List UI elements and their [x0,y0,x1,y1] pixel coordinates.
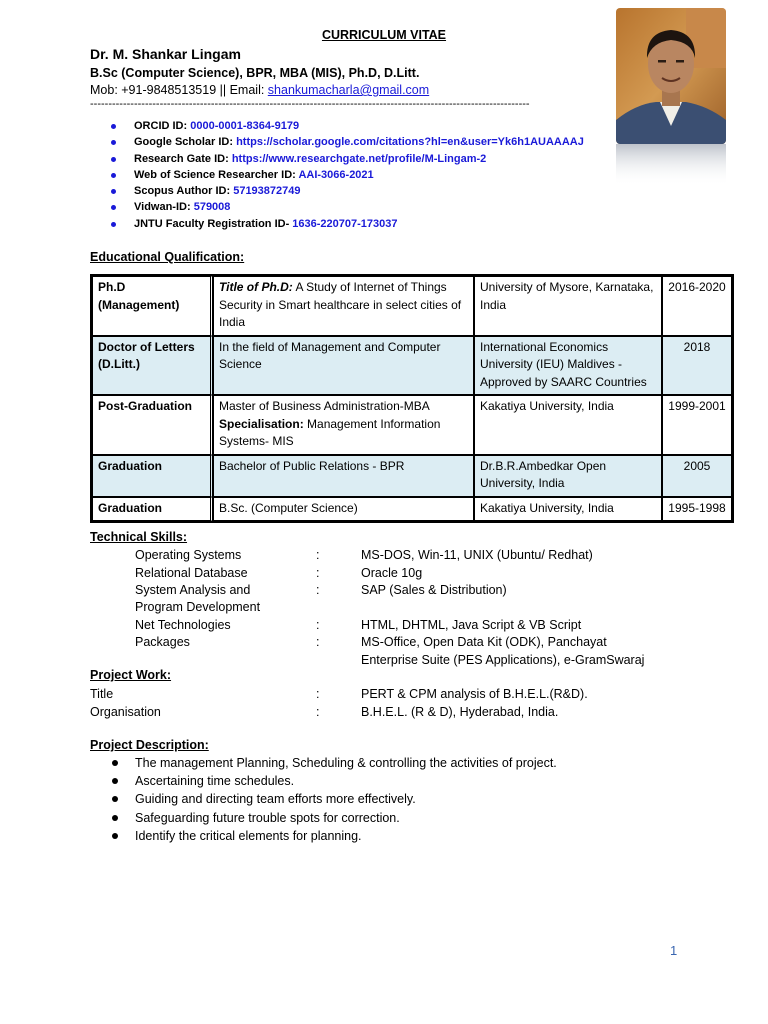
list-item [112,754,557,772]
research-id-item [134,216,584,232]
bullet-icon [112,796,118,802]
id-value[interactable]: https://www.researchgate.net/profile/M-Lingam-2 [231,152,487,165]
degree-cell: Doctor of Letters (D.Litt.) [92,336,213,396]
id-label: JNTU Faculty Registration ID- [134,217,293,230]
project-label: Organisation [90,705,161,719]
years-cell: 2016-2020 [662,276,732,336]
bullet-icon [111,189,116,194]
bullet-icon [111,140,116,145]
skill-value: MS-DOS, Win-11, UNIX (Ubuntu/ Redhat) [361,548,593,562]
email-link[interactable]: shankumacharla@gmail.com [267,83,430,97]
list-item [112,809,557,827]
page-number: 1 [670,943,678,958]
project-value: B.H.E.L. (R & D), Hyderabad, India. [361,705,559,719]
list-item [112,772,557,790]
photo-reflection [616,144,726,186]
skill-value: HTML, DHTML, Java Script & VB Script [361,618,582,632]
research-id-item [134,199,584,215]
skill-value: Oracle 10g [361,566,423,580]
degrees-line: B.Sc (Computer Science), BPR, MBA (MIS), Ph.D, D.Litt. [90,66,420,80]
id-value[interactable]: 1636-220707-173037 [292,217,398,230]
id-value[interactable]: 579008 [193,201,231,214]
list-item-text: Identify the critical elements for planning. [135,828,362,843]
id-label: Web of Science Researcher ID: [134,168,299,181]
table-row [92,336,732,396]
skills-heading: Technical Skills: [90,530,188,544]
degree-cell: Graduation [92,455,213,497]
degree-cell: Graduation [92,497,213,522]
skill-value: MS-Office, Open Data Kit (ODK), Panchayat [361,635,607,649]
table-row [92,395,732,455]
research-id-item [134,118,584,134]
research-id-item [134,134,584,150]
colon: : [316,618,320,632]
years-cell: 1995-1998 [662,497,732,522]
detail-cell: Master of Business Administration-MBA Specialisation: Management Information Systems- MIS [213,395,474,455]
project-label: Title [90,687,114,701]
description-list [112,754,557,845]
education-heading: Educational Qualification: [90,250,245,264]
profile-photo [616,8,726,144]
contact-line [90,83,429,97]
bullet-icon [112,760,118,766]
table-row [92,276,732,336]
id-value[interactable]: https://scholar.google.com/citations?hl=en&user=Yk6h1AUAAAAJ [236,136,584,149]
colon: : [316,705,320,719]
institution-cell: International Economics University (IEU) Maldives - Approved by SAARC Countries [474,336,662,396]
mobile-text: Mob: +91-9848513519 || Email: [90,83,268,97]
detail-cell: B.Sc. (Computer Science) [213,497,474,522]
degree-cell: Post-Graduation [92,395,213,455]
list-item [112,827,557,845]
colon: : [316,583,320,597]
institution-cell: University of Mysore, Karnataka, India [474,276,662,336]
skill-label-continued: Program Development [135,600,261,614]
project-value: PERT & CPM analysis of B.H.E.L.(R&D). [361,687,588,701]
description-heading: Project Description: [90,738,209,752]
id-label: ORCID ID: [134,120,191,132]
id-label: Google Scholar ID: [134,136,237,149]
institution-cell: Kakatiya University, India [474,497,662,522]
education-table [90,274,734,523]
id-value[interactable]: AAI-3066-2021 [298,168,374,181]
years-cell: 2018 [662,336,732,396]
detail-cell: Bachelor of Public Relations - BPR [213,455,474,497]
id-value[interactable]: 57193872749 [233,185,301,198]
bullet-icon [112,833,118,839]
colon: : [316,635,320,649]
bullet-icon [111,157,116,162]
years-cell: 1999-2001 [662,395,732,455]
list-item-text: Ascertaining time schedules. [135,774,295,789]
institution-cell: Dr.B.R.Ambedkar Open University, India [474,455,662,497]
id-label: Scopus Author ID: [134,185,234,198]
research-id-item [134,151,584,167]
degree-cell: Ph.D (Management) [92,276,213,336]
colon: : [316,687,320,701]
table-row [92,497,732,522]
person-name: Dr. M. Shankar Lingam [90,46,241,62]
separator-line: ------------------------------------------------------------------------------------------------------------------------ [90,98,530,110]
bullet-icon [111,124,116,129]
table-row [92,455,732,497]
skill-label: System Analysis and [135,583,251,597]
bullet-icon [112,778,118,784]
research-id-item [134,183,584,199]
years-cell: 2005 [662,455,732,497]
id-label: Vidwan-ID: [134,201,194,214]
id-value[interactable]: 0000-0001-8364-9179 [190,120,300,132]
document-title: CURRICULUM VITAE [321,28,447,42]
list-item-text: The management Planning, Scheduling & controlling the activities of project. [135,756,557,770]
skill-label: Net Technologies [135,618,231,632]
research-id-item [134,167,584,183]
project-heading: Project Work: [90,668,172,682]
detail-cell: In the field of Management and Computer Science [213,336,474,396]
skill-label: Operating Systems [135,548,242,562]
bullet-icon [112,815,118,821]
bullet-icon [111,205,116,210]
list-item-text: Guiding and directing team efforts more effectively. [135,792,416,807]
skill-label: Packages [135,635,190,649]
colon: : [316,566,320,580]
research-id-list [134,118,584,232]
skill-label: Relational Database [135,566,248,580]
institution-cell: Kakatiya University, India [474,395,662,455]
id-label: Research Gate ID: [134,152,232,165]
skill-value: SAP (Sales & Distribution) [361,583,507,597]
colon: : [316,548,320,562]
detail-cell: Title of Ph.D: A Study of Internet of Things Security in Smart healthcare in select cities of India [213,276,474,336]
bullet-icon [111,222,116,227]
skill-value-continued: Enterprise Suite (PES Applications), e-GramSwaraj [361,653,645,667]
bullet-icon [111,173,116,178]
list-item [112,790,557,808]
list-item-text: Safeguarding future trouble spots for correction. [135,810,400,825]
